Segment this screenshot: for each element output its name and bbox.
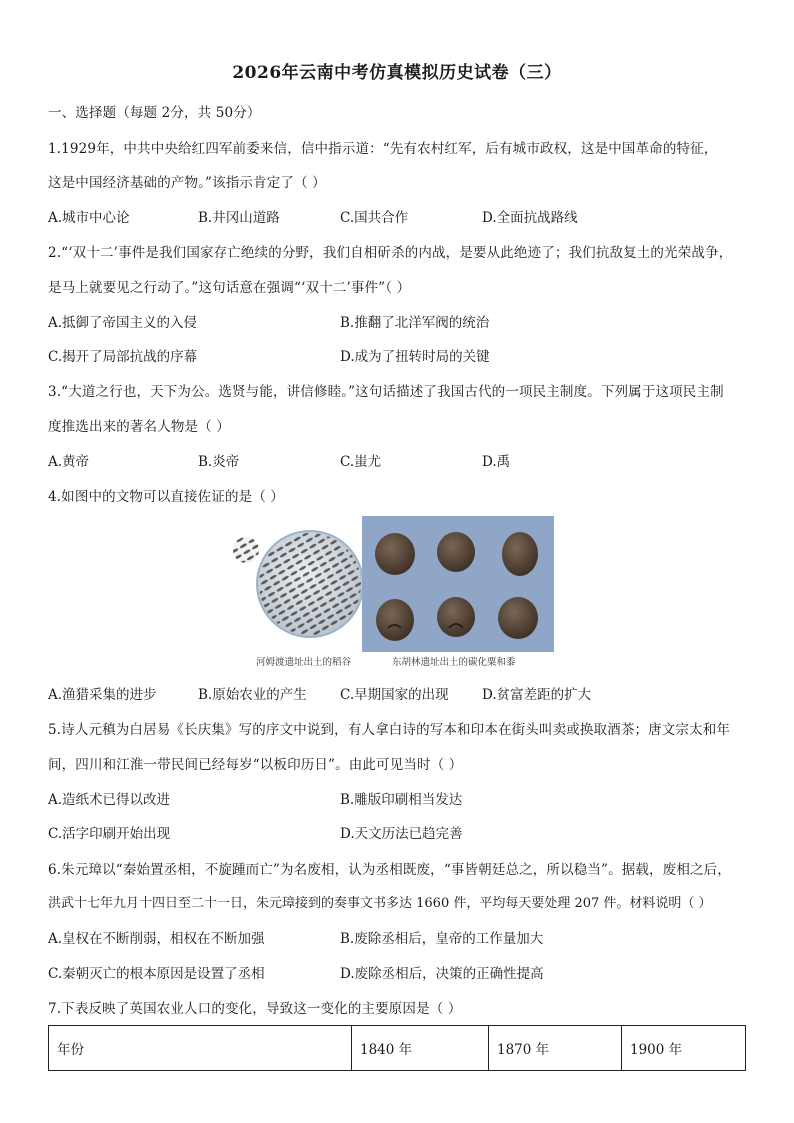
- rice-grain-small-cluster: [233, 537, 259, 563]
- q3-option-c: C.蚩尤: [340, 454, 382, 470]
- q7-stem-line1: 7.下表反映了英国农业人口的变化，导致这一变化的主要原因是（ ）: [48, 1001, 462, 1017]
- q6-stem-line2: 洪武十七年九月十四日至二十一日，朱元璋接到的奏事文书多达 1660 件，平均每天要处理 207 件。材料说明（ ）: [48, 896, 712, 911]
- q4-option-a: A.渔猎采集的进步: [48, 687, 157, 703]
- q4-option-c: C.早期国家的出现: [340, 687, 449, 703]
- q3-option-b: B.炎帝: [198, 454, 240, 470]
- q2-stem-line1: 2.“‘双十二’事件是我们国家存亡绝续的分野，我们自相斫杀的内战，是要从此绝迹了；我们抗敌复土的光荣战争，: [48, 245, 733, 261]
- q1-option-d: D.全面抗战路线: [482, 210, 578, 226]
- q5-option-a: A.造纸术已得以改进: [48, 792, 171, 808]
- q7-table: [48, 1025, 746, 1071]
- q1-stem-line1: 1.1929年，中共中央给红四军前委来信，信中指示道：“先有农村红军，后有城市政权，这是中国革命的特征，: [48, 141, 718, 157]
- q2-option-c: C.揭开了局部抗战的序幕: [48, 349, 198, 365]
- table-header-1900: 1900 年: [622, 1026, 746, 1071]
- q6-option-c: C.秦朝灭亡的根本原因是设置了丞相: [48, 966, 265, 982]
- q1-stem-line2: 这是中国经济基础的产物。”该指示肯定了（ ）: [48, 175, 326, 191]
- q4-option-d: D.贫富差距的扩大: [482, 687, 592, 703]
- artifact-figure: [232, 516, 562, 672]
- rice-grain-magnified-circle: [257, 531, 363, 637]
- artifact-photos: [232, 516, 562, 652]
- q2-option-a: A.抵御了帝国主义的入侵: [48, 315, 198, 331]
- q3-option-d: D.禹: [482, 454, 511, 470]
- table-header-year: 年份: [49, 1026, 352, 1071]
- millet-photo-panel: [362, 516, 554, 652]
- rice-caption: 河姆渡遗址出土的稻谷: [256, 657, 352, 668]
- q5-stem-line1: 5.诗人元稹为白居易《长庆集》写的序文中说到，有人拿白诗的写本和印本在街头叫卖或换取酒茶；唐文宗太和年: [48, 722, 731, 738]
- q2-option-d: D.成为了扭转时局的关键: [340, 349, 490, 365]
- q4-stem-line1: 4.如图中的文物可以直接佐证的是（ ）: [48, 489, 285, 505]
- q5-option-d: D.天文历法已趋完善: [340, 826, 463, 842]
- q6-option-a: A.皇权在不断削弱，相权在不断加强: [48, 931, 265, 947]
- q2-stem-line2: 是马上就要见之行动了。”这句话意在强调“‘双十二’事件”（ ）: [48, 280, 411, 296]
- q1-option-a: A.城市中心论: [48, 210, 130, 226]
- q3-stem-line1: 3.“大道之行也，天下为公。选贤与能，讲信修睦。”这句话描述了我国古代的一项民主制度。下列属于这项民主制: [48, 384, 724, 400]
- section-heading: 一、选择题（每题 2分，共 50分）: [48, 105, 261, 121]
- q5-stem-line2: 间，四川和江淮一带民间已经每岁“以板印历日”。由此可见当时（ ）: [48, 757, 463, 773]
- q1-option-c: C.国共合作: [340, 210, 409, 226]
- q6-option-b: B.废除丞相后，皇帝的工作量加大: [340, 931, 544, 947]
- q3-option-a: A.黄帝: [48, 454, 90, 470]
- q5-option-b: B.雕版印刷相当发达: [340, 792, 463, 808]
- q2-option-b: B.推翻了北洋军阀的统治: [340, 315, 490, 331]
- table-header-1840: 1840 年: [352, 1026, 489, 1071]
- q6-stem-line1: 6.朱元璋以“秦始置丞相，不旋踵而亡”为名废相，认为丞相既废，“事皆朝廷总之，所以稳当”。据载，废相之后，: [48, 862, 731, 878]
- millet-caption: 东胡林遗址出土的碳化粟和黍: [392, 657, 516, 668]
- q6-option-d: D.废除丞相后，决策的正确性提高: [340, 966, 544, 982]
- q3-stem-line2: 度推选出来的著名人物是（ ）: [48, 419, 230, 435]
- table-row: [49, 1026, 746, 1071]
- q5-option-c: C.活字印刷开始出现: [48, 826, 171, 842]
- table-header-1870: 1870 年: [489, 1026, 622, 1071]
- page-title: 2026年云南中考仿真模拟历史试卷（三）: [232, 63, 562, 83]
- q1-option-b: B.井冈山道路: [198, 210, 280, 226]
- q4-option-b: B.原始农业的产生: [198, 687, 307, 703]
